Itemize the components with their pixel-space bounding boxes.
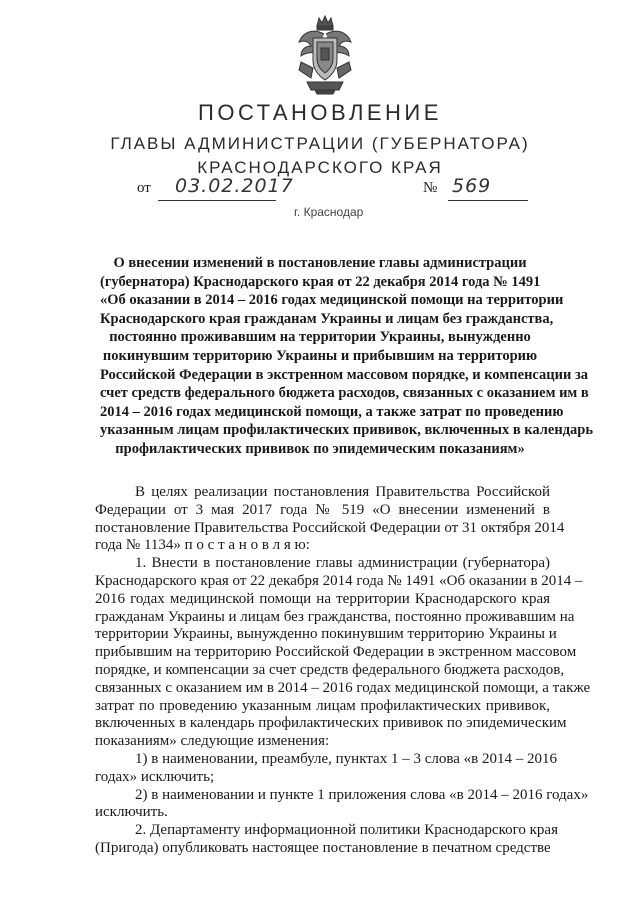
region-line: КРАСНОДАРСКОГО КРАЯ (197, 158, 443, 177)
document-subject (100, 254, 594, 459)
body-line: затрат по проведению указанным лицам профилактических прививок, (95, 697, 550, 714)
subject-line: 2014 – 2016 годах медицинской помощи, а также затрат по проведению (100, 403, 564, 420)
body-line: Краснодарского края от 22 декабря 2014 года № 1491 «Об оказании в 2014 – (95, 572, 583, 589)
resolution-word: п о с т а н о в л я ю: (184, 537, 310, 554)
body-line: 2016 годах медицинской помощи на территории Краснодарского края (95, 590, 550, 607)
document-type-title: ПОСТАНОВЛЕНИЕ (198, 100, 442, 125)
body-line: показаниям» следующие изменения: (95, 733, 330, 750)
body-line: 2. Департаменту информационной политики Краснодарского края (135, 822, 558, 839)
body-line: включенных в календарь профилактических прививок по эпидемическим (95, 715, 567, 732)
number-prefix: № (423, 180, 438, 196)
subject-line: профилактических прививок по эпидемическим показаниям» (115, 440, 525, 457)
body-line: В целях реализации постановления Правительства Российской (135, 484, 550, 500)
subject-line: О внесении изменений в постановление главы администрации (113, 255, 527, 271)
subject-line: «Об оказании в 2014 – 2016 годах медицинской помощи на территории (100, 292, 564, 309)
subject-line: покинувшим территорию Украины и прибывшим на территорию (102, 347, 538, 364)
body-line (95, 537, 550, 555)
subject-line: постоянно проживавшим на территории Украины, вынужденно (109, 329, 531, 346)
body-line: Федерации от 3 мая 2017 года № 519 «О внесении изменений в (95, 501, 550, 518)
city-label: г. Краснодар (294, 205, 364, 219)
body-line: (Пригода) опубликовать настоящее постановление в печатном средстве (95, 839, 551, 856)
subject-line: Российской Федерации в экстренном массовом порядке, и компенсации за (100, 366, 589, 383)
subject-line: счет средств федерального бюджета расходов, связанных с оказанием им в (100, 385, 589, 402)
body-line: прибывшим на территорию Российской Федерации в экстренном массовом (95, 644, 577, 661)
handwritten-number: 569 (452, 175, 492, 197)
body-line: годах» исключить; (95, 768, 215, 785)
body-line: 2) в наименовании и пункте 1 приложения слова «в 2014 – 2016 годах» (135, 786, 589, 803)
body-line: исключить. (95, 804, 168, 821)
body-fragment: года № 1134» (95, 537, 181, 554)
body-line: территории Украины, вынужденно покинувшим территорию Украины и (95, 626, 557, 643)
body-line: гражданам Украины и лицам без гражданства, постоянно проживавшим на (95, 608, 575, 625)
body-line: постановление Правительства Российской Федерации от 31 октября 2014 (95, 519, 565, 536)
body-line: 1) в наименовании, преамбуле, пунктах 1 – 3 слова «в 2014 – 2016 (135, 750, 557, 767)
body-line: связанных с оказанием им в 2014 – 2016 годах медицинской помощи, а также (95, 679, 591, 696)
issuer-line: ГЛАВЫ АДМИНИСТРАЦИИ (ГУБЕРНАТОРА) (110, 134, 530, 153)
coat-of-arms-emblem (293, 12, 357, 96)
subject-line: Краснодарского края гражданам Украины и лицам без гражданства, (100, 310, 554, 327)
document-body (95, 484, 591, 858)
body-line: 1. Внести в постановление главы администрации (губернатора) (135, 555, 550, 572)
handwritten-date: 03.02.2017 (175, 175, 294, 197)
body-line: порядке, и компенсации за счет средств федерального бюджета расходов, (95, 661, 565, 678)
subject-line: указанным лицам профилактических прививок, включенных в календарь (100, 422, 594, 439)
subject-line: (губернатора) Краснодарского края от 22 декабря 2014 года № 1491 (100, 273, 541, 290)
date-prefix: от (137, 180, 151, 196)
